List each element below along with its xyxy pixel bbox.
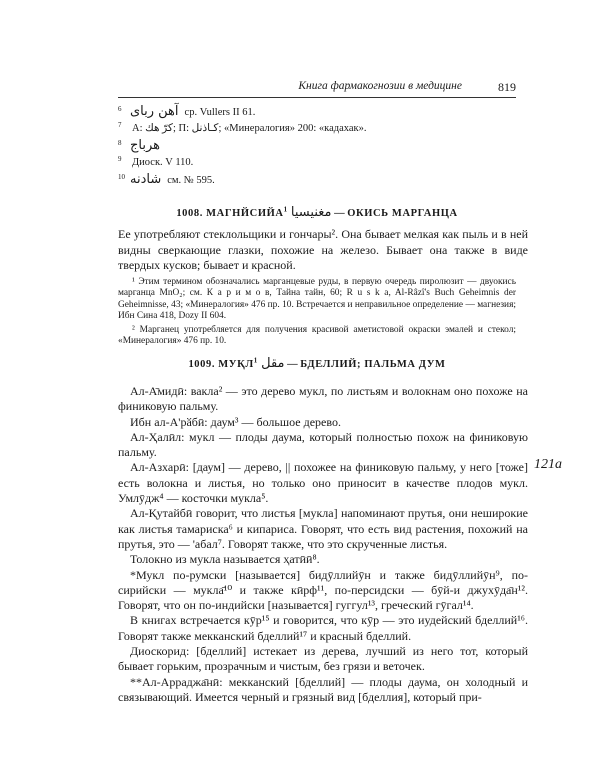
note-1: ¹ Этим термином обозначались марганцевые руды, в первую очередь пиролюзит — двуокись марганца MnO₂; см. К а р и м о в, Тайна тайн, 60; R u s k a, Al-Râzî's Buch Geheimnis der Geheimnisse, 43; «Минералогия» 476 пр. 10. Встречается и неправильное определение — магнезия; Ибн Сина 418, Dozy II 604.: [118, 277, 516, 322]
paragraph: В книгах встречается кӯр¹⁵ и говорится, что кӯр — это иудейский бделлий¹⁶. Говорят также мекканский бделлий¹⁷ и красный бделлий.: [118, 613, 528, 643]
paragraph: *Мукл по-румски [называется] бидӯллийӯн и также бидӯллийӯн⁹, по-сирийски — мукла̄¹⁰ и также кӣрф¹¹, по-персидски — бӯй-и джухӯда̄н¹². Говорят, что он по-индийски [называется] гуггул¹³, греческий гӯгал¹⁴.: [118, 567, 528, 613]
footnote-6: 6 آهن رباى ср. Vullers II 61.: [118, 104, 256, 119]
paragraph: Диоскорид: [бделлий] истекает из дерева, лучший из него тот, который бывает горьким, прозрачным и чистым, без грязи и веточек.: [118, 644, 528, 674]
page-number: 819: [498, 80, 516, 94]
margin-folio-mark: 121a: [534, 457, 562, 472]
running-title: Книга фармакогнозии в медицине: [298, 80, 462, 92]
paragraph: **Ал-Арраджа̄нӣ: мекканский [бделлий] — плоды даума, он холодный и связывающий. Имеется черный и грязный вид [бделлия], который при-: [118, 674, 528, 704]
running-header: [118, 80, 516, 96]
entry-1008-text: Ее употребляют стеклольщики и гончары². Она бывает мелкая как пыль и в ней видны сверкающие глазки, похожие на железо. Бывает она также в виде твердых кусков; бывает и красной.: [118, 227, 528, 273]
paragraph: Ал-А̄мидӣ: вакла² — это дерево мукл, по листьям и волокнам оно похоже на финиковую пальму.: [118, 384, 528, 414]
entry-1008-heading: 1008. МАГНЙСИЙА$^1$ مغنيسيا — ОКИСЬ МАРГАНЦА: [176, 205, 458, 220]
paragraph: Ал-Қутайбӣ говорит, что листья [мукла] напоминают прутья, они неширокие как листья тамариска⁶ и кипариса. Говорят, что есть вид растения, похожий на прутья, это — 'абал⁷. Говорят также, что это скрученные листья.: [118, 506, 528, 551]
paragraph: Ал-Азхарӣ: [даум] — дерево, || похожее на финиковую пальму, у него [тоже] есть волокна и листья, но только оно приносит в качестве плодов мукл. Умлӯдж⁴ — косточки мукла⁵.: [118, 460, 528, 506]
paragraph: Ал-Ҳалӣл: мукл — плоды даума, который полностью похож на финиковую пальму.: [118, 429, 528, 460]
top-footnotes: [118, 104, 516, 191]
paragraph: Толокно из мукла называется ҳатӣӣ⁸.: [130, 552, 320, 567]
entry-1009-body: [118, 384, 528, 705]
entry-1009-heading: 1009. МУҚЛ$^1$ مقل — БДЕЛЛИЙ; ПАЛЬМА ДУМ: [188, 356, 446, 371]
footnote-8: 8 هرباج: [118, 138, 160, 154]
footnote-10: 10 شادنه см. № 595.: [118, 172, 215, 188]
note-2: ² Марганец употребляется для получения красивой аметистовой окраски эмалей и стекол; «Минералогия» 476 пр. 10.: [118, 324, 516, 347]
paragraph: Ибн ал-А'рӑбӣ: даум³ — большое дерево.: [130, 414, 341, 429]
entry-1008-notes: [118, 277, 516, 349]
header-rule: [118, 97, 516, 98]
footnote-7: 7 А: كرّ هك; П: كـاذنل; «Минералогия» 200: «кадахак».: [118, 120, 367, 134]
footnote-9: 9 Диоск. V 110.: [118, 154, 194, 168]
